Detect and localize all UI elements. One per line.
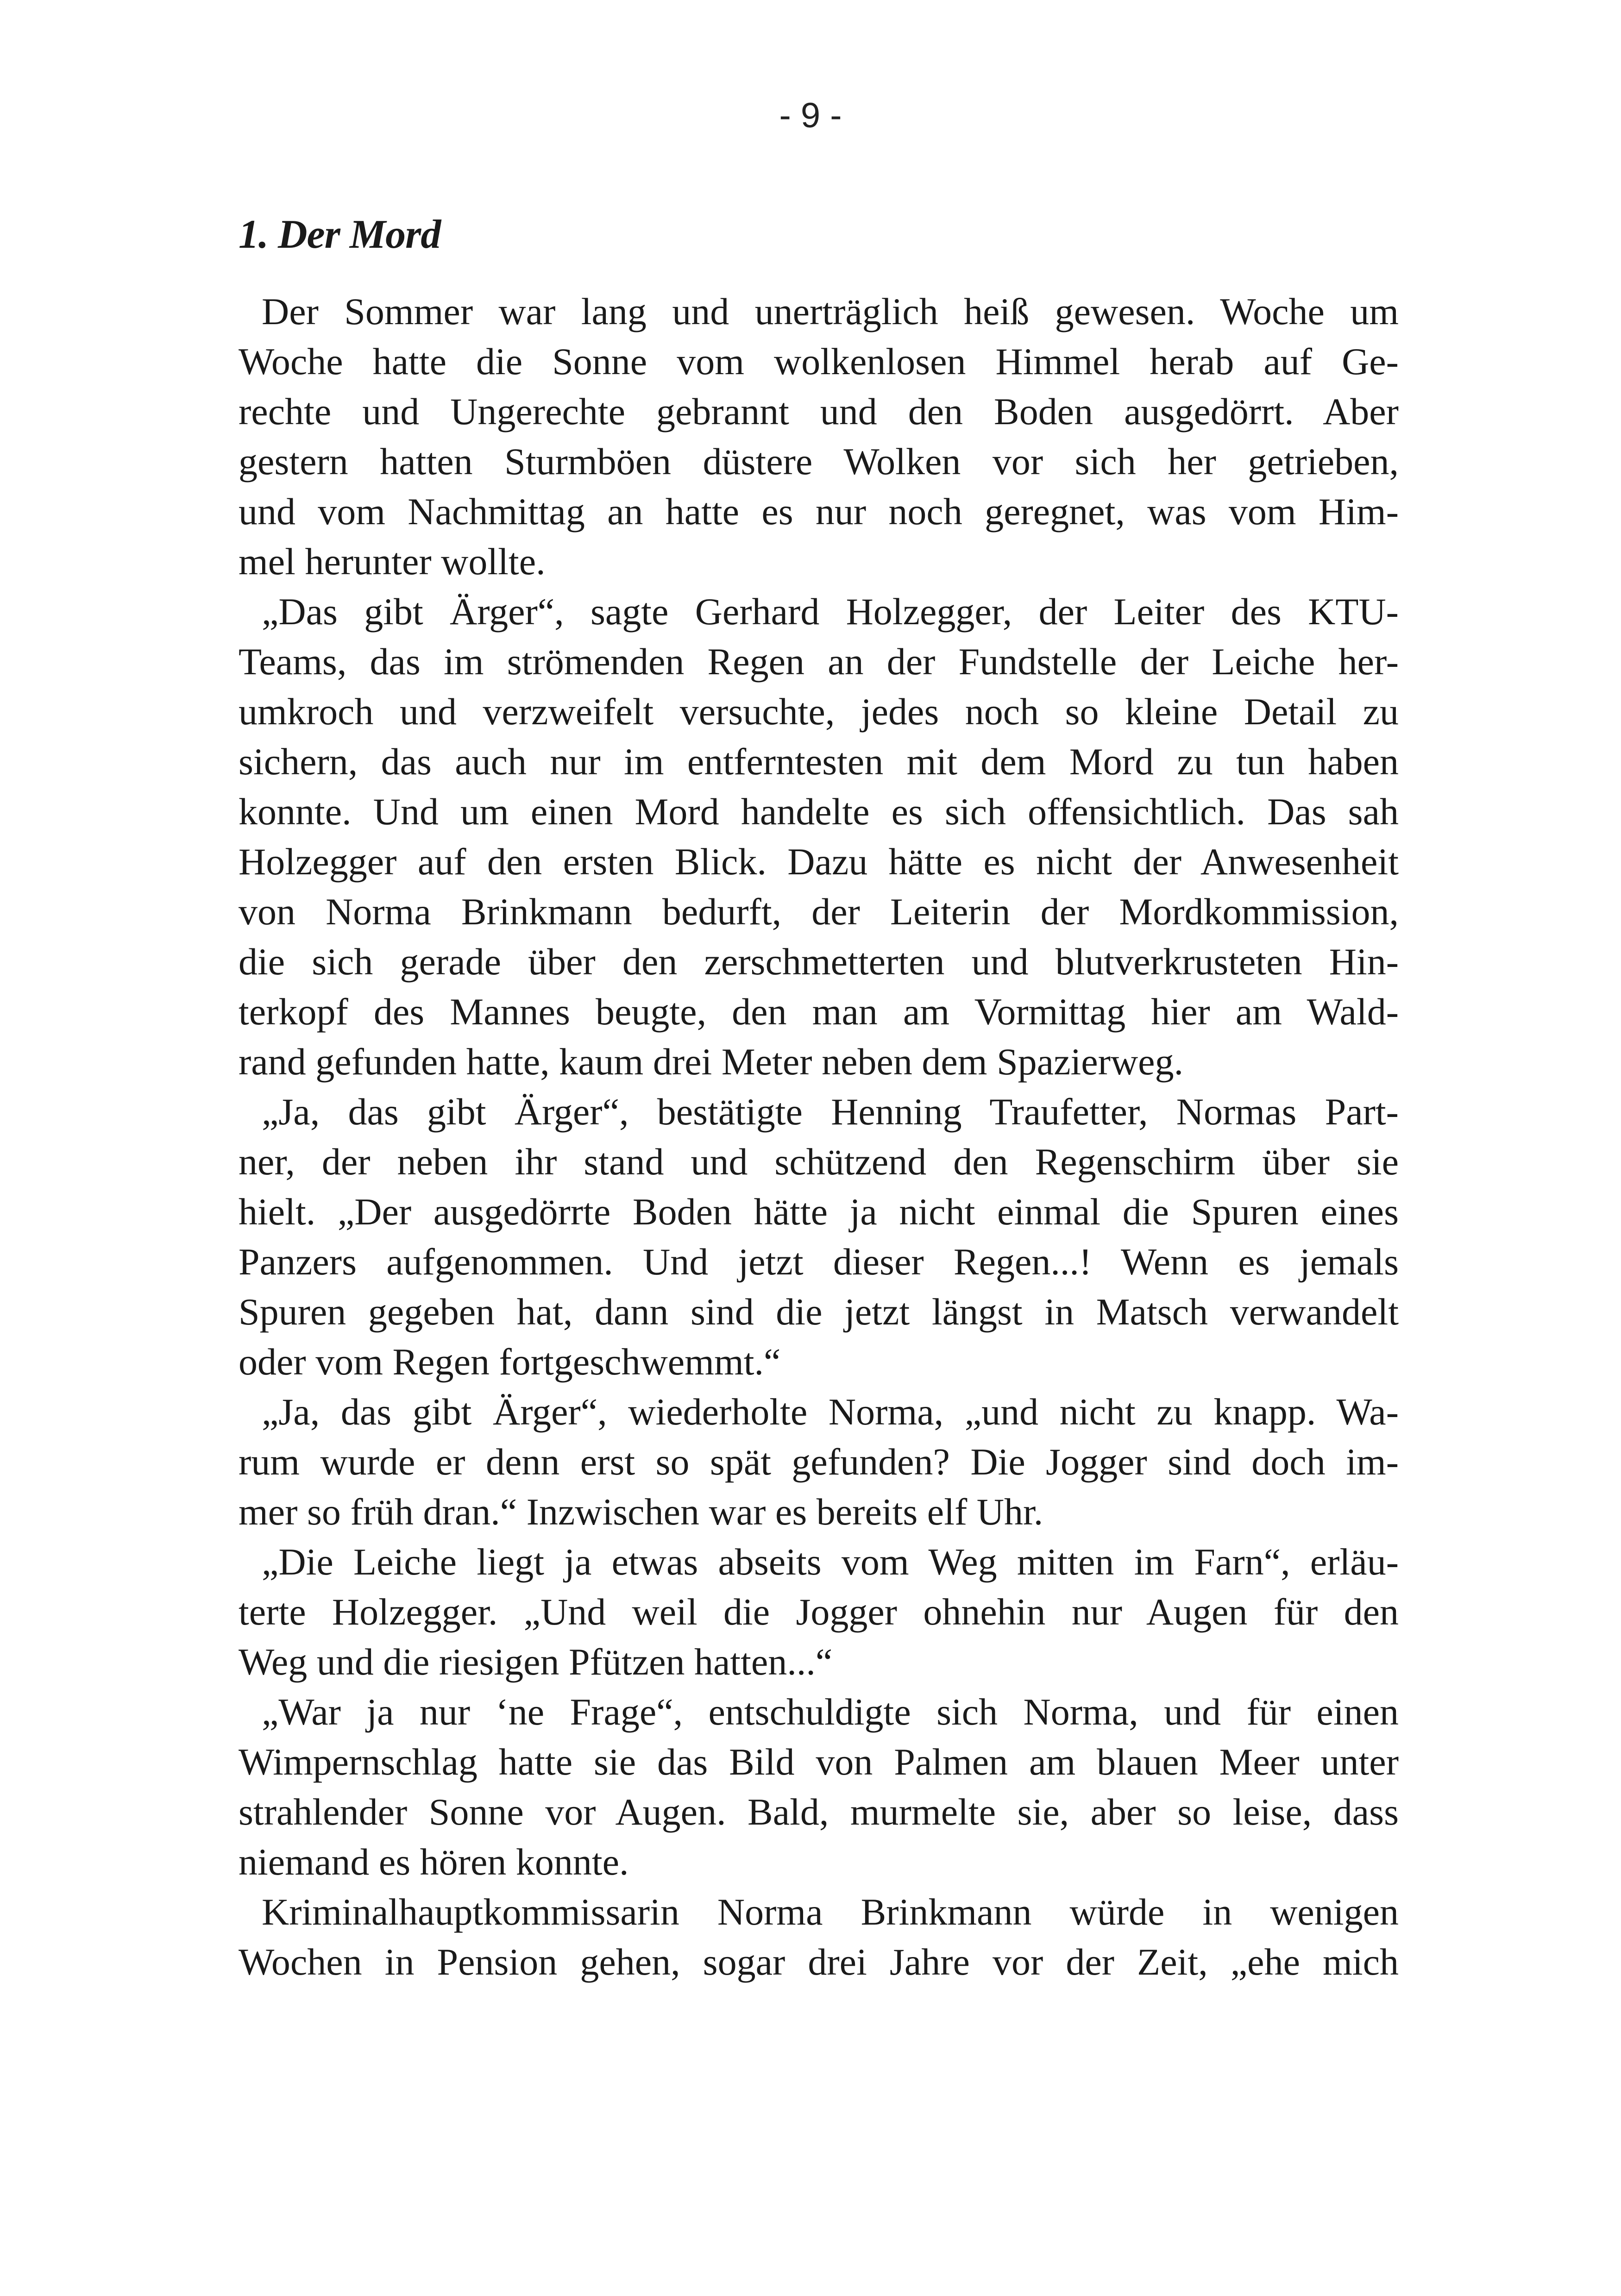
text-line: Kriminalhauptkommissarin Norma Brinkmann würde in wenigen — [262, 1891, 1399, 1933]
text-line: mel herunter wollte. — [239, 540, 546, 583]
text-line: Wimpernschlag hatte sie das Bild von Palmen am blauen Meer unter — [239, 1741, 1399, 1783]
text-line: Holzegger auf den ersten Blick. Dazu hätte es nicht der Anwesenheit — [239, 841, 1399, 883]
paragraph — [239, 1087, 1399, 1387]
text-line: hielt. „Der ausgedörrte Boden hätte ja nicht einmal die Spuren eines — [239, 1191, 1399, 1233]
text-line: Spuren gegeben hat, dann sind die jetzt längst in Matsch verwandelt — [239, 1291, 1399, 1333]
text-line: und vom Nachmittag an hatte es nur noch geregnet, was vom Him- — [239, 490, 1399, 533]
text-line: Wochen in Pension gehen, sogar drei Jahre vor der Zeit, „ehe mich — [239, 1941, 1399, 1983]
text-line: Woche hatte die Sonne vom wolkenlosen Himmel herab auf Ge- — [239, 340, 1399, 383]
paragraph — [239, 1537, 1399, 1687]
text-line: „Ja, das gibt Ärger“, bestätigte Henning Traufetter, Normas Part- — [262, 1091, 1399, 1133]
text-line: „Ja, das gibt Ärger“, wiederholte Norma, „und nicht zu knapp. Wa- — [262, 1391, 1399, 1433]
text-line: oder vom Regen fortgeschwemmt.“ — [239, 1341, 781, 1383]
text-line: rum wurde er denn erst so spät gefunden? Die Jogger sind doch im- — [239, 1441, 1399, 1483]
text-line: konnte. Und um einen Mord handelte es sich offensichtlich. Das sah — [239, 790, 1399, 833]
paragraph — [239, 1887, 1399, 1987]
text-line: „Das gibt Ärger“, sagte Gerhard Holzegger, der Leiter des KTU- — [262, 590, 1399, 633]
page-number: - 9 - — [779, 96, 842, 135]
text-line: die sich gerade über den zerschmetterten und blutverkrusteten Hin- — [239, 941, 1399, 983]
paragraph — [239, 287, 1399, 587]
text-line: Panzers aufgenommen. Und jetzt dieser Regen...! Wenn es jemals — [239, 1241, 1399, 1283]
text-line: gestern hatten Sturmböen düstere Wolken vor sich her getrieben, — [239, 440, 1399, 483]
chapter-body — [239, 287, 1399, 1987]
text-line: „Die Leiche liegt ja etwas abseits vom Weg mitten im Farn“, erläu- — [262, 1541, 1399, 1583]
text-line: rand gefunden hatte, kaum drei Meter neben dem Spazierweg. — [239, 1041, 1184, 1083]
text-line: Teams, das im strömenden Regen an der Fundstelle der Leiche her- — [239, 640, 1399, 683]
text-line: Weg und die riesigen Pfützen hatten...“ — [239, 1641, 833, 1683]
paragraph — [239, 587, 1399, 1087]
text-line: strahlender Sonne vor Augen. Bald, murmelte sie, aber so leise, dass — [239, 1791, 1399, 1833]
text-line: „War ja nur ‘ne Frage“, entschuldigte sich Norma, und für einen — [262, 1691, 1399, 1733]
paragraph — [239, 1687, 1399, 1887]
text-line: sichern, das auch nur im entferntesten mit dem Mord zu tun haben — [239, 740, 1399, 783]
paragraph — [239, 1387, 1399, 1537]
text-line: terkopf des Mannes beugte, den man am Vormittag hier am Wald- — [239, 991, 1399, 1033]
text-line: niemand es hören konnte. — [239, 1841, 629, 1883]
text-line: rechte und Ungerechte gebrannt und den Boden ausgedörrt. Aber — [239, 390, 1399, 433]
text-line: umkroch und verzweifelt versuchte, jedes noch so kleine Detail zu — [239, 690, 1399, 733]
text-line: Der Sommer war lang und unerträglich heiß gewesen. Woche um — [262, 290, 1399, 332]
chapter-title: 1. Der Mord — [239, 212, 441, 257]
text-line: ner, der neben ihr stand und schützend den Regenschirm über sie — [239, 1141, 1399, 1183]
text-line: von Norma Brinkmann bedurft, der Leiterin der Mordkommission, — [239, 891, 1399, 933]
text-line: mer so früh dran.“ Inzwischen war es bereits elf Uhr. — [239, 1491, 1043, 1533]
text-line: terte Holzegger. „Und weil die Jogger ohnehin nur Augen für den — [239, 1591, 1399, 1633]
